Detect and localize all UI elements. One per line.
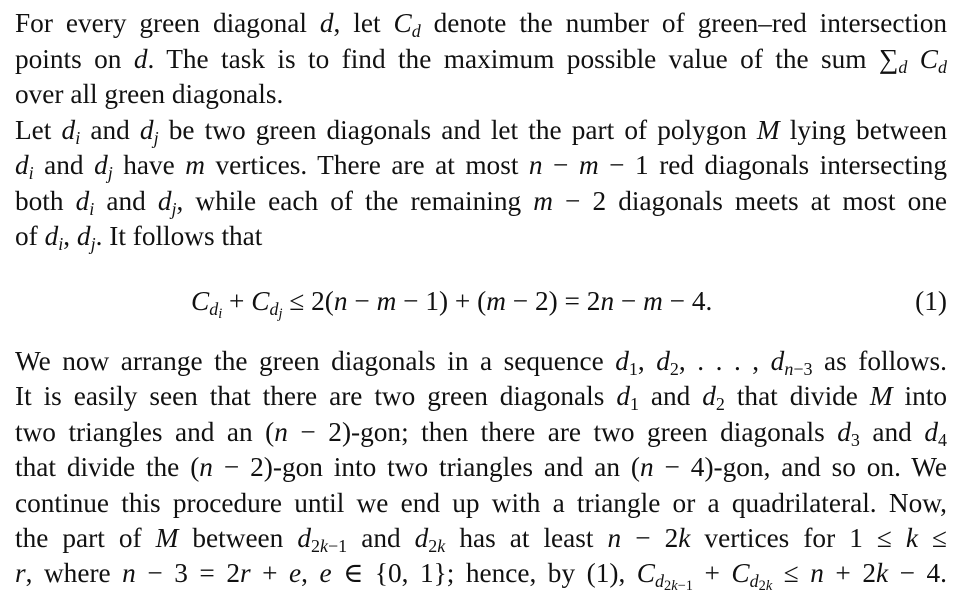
paragraph-3-line-2: It is easily seen that there are two green diagonals $d_1$ and $d_2$ that divide M into — [15, 381, 948, 415]
paragraph-3-line-1: We now arrange the green diagonals in a sequence $d_1$, $d_2$, . . . , $d_{n-3}$ as follows. — [15, 346, 947, 380]
paragraph-3-line-3: two triangles and an (n − 2)-gon; then there are two green diagonals $d_3$ and $d_4$ — [15, 417, 947, 451]
paragraph-2-line-2: $d_i$ and $d_j$ have m vertices. There are at most n − m − 1 red diagonals intersecting — [15, 150, 947, 184]
paragraph-3-line-6: the part of M between $d_{2k-1}$ and $d_{2k}$ has at least n − 2k vertices for 1 ≤ k ≤ — [15, 523, 948, 557]
equation-1-expression: $C_{d_i} + C_{d_j} \le 2(n - m - 1) + (m - 2) = 2n - m - 4$. — [191, 286, 713, 322]
equation-1-number: (1) — [915, 286, 947, 316]
paragraph-1-line-2: points on d. The task is to find the maximum possible value of the sum $\sum_d$ $C_d$ — [15, 44, 948, 78]
paragraph-2-line-3: both $d_i$ and $d_j$, while each of the remaining m − 2 diagonals meets at most one — [15, 186, 947, 220]
paragraph-3-line-7: r, where n − 3 = 2r + e, e ∈ {0, 1}; hence, by (1), $C_{d_{2k-1}} + C_{d_{2k}} \le n + 2k - 4$. — [15, 558, 947, 594]
paragraph-2-line-4: of $d_i$, $d_j$. It follows that — [15, 221, 263, 255]
paragraph-1-line-1: For every green diagonal d, let $C_d$ denote the number of green–red intersection — [15, 8, 947, 42]
paragraph-2-line-1: Let $d_i$ and $d_j$ be two green diagonals and let the part of polygon M lying between — [15, 115, 947, 149]
paragraph-3-line-5: continue this procedure until we end up with a triangle or a quadrilateral. Now, — [15, 488, 947, 518]
equation-1 — [15, 284, 947, 322]
paragraph-3-line-4: that divide the (n − 2)-gon into two triangles and an (n − 4)-gon, and so on. We — [15, 452, 947, 482]
paragraph-1-line-3: over all green diagonals. — [15, 79, 284, 109]
